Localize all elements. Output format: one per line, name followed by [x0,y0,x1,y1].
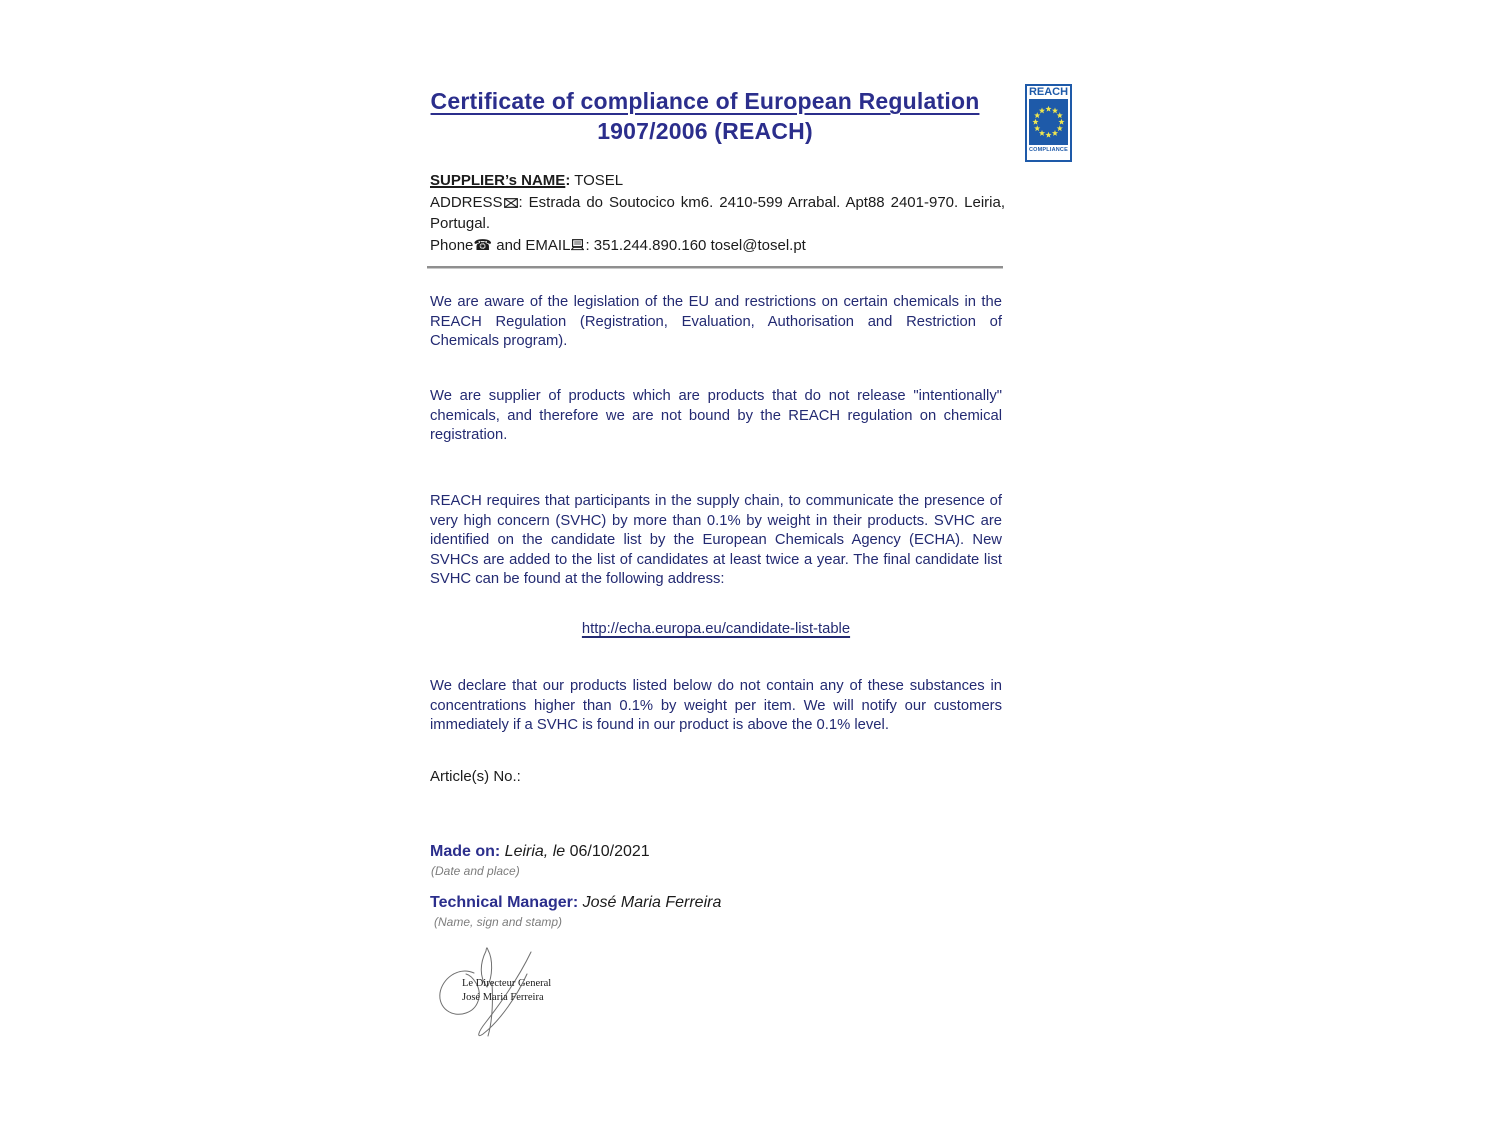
divider-line [427,266,1003,269]
address-label: ADDRESS [430,193,503,211]
phone-email-value: : 351.244.890.160 tosel@tosel.pt [585,236,806,254]
reach-logo-title: REACH [1028,86,1069,98]
supplier-phone-line [430,235,1005,257]
supplier-block [430,170,1005,256]
supplier-name-line [430,170,1005,192]
made-on-place: Leiria, le [504,843,566,860]
paragraph-supplier-statement: We are supplier of products which are products that do not release "intentionally" chemicals, and therefore we are not bound by the REACH regulation on chemical registration. [430,388,1002,443]
name-sign-stamp-caption: (Name, sign and stamp) [434,915,563,929]
technical-manager-line [430,894,721,912]
date-place-caption: (Date and place) [431,864,520,878]
articles-no-label: Article(s) No.: [430,768,521,785]
paragraph-reach-requirements: REACH requires that participants in the supply chain, to communicate the presence of very high concern (SVHC) by more than 0.1% by weight in their products. SVHC are identified on the candidate list by the European Chemicals Agency (ECHA). New SVHCs are added to the list of candidates at least twice a year. The final candidate list SVHC can be found at the following address: [430,493,1002,587]
phone-label: Phone [430,236,474,254]
technical-manager-label: Technical Manager: [430,894,579,911]
made-on-label: Made on: [430,843,501,860]
email-label: and EMAIL [496,236,571,254]
made-on-line [430,843,650,861]
candidate-list-link-line [430,620,1002,638]
technical-manager-name: José Maria Ferreira [582,894,722,911]
phone-icon: ☎ [473,236,493,254]
signature-area [430,945,590,1055]
stamp-title-text: Le Directeur General [462,978,552,989]
supplier-name-value: TOSEL [574,172,624,189]
made-on-date: 06/10/2021 [569,843,650,860]
candidate-list-link[interactable]: http://echa.europa.eu/candidate-list-table [581,621,851,637]
paragraph-declaration: We declare that our products listed below do not contain any of these substances in concentrations higher than 0.1% by weight per item. We will notify our customers immediately if a SVHC is found in our product is above the 0.1% level. [430,678,1002,733]
reach-compliance-logo [1025,84,1072,162]
stamp-name-text: José Maria Ferreira [462,992,544,1003]
eu-stars-icon [1029,99,1068,145]
supplier-name-colon: : [565,172,571,189]
reach-logo-compliance-label: COMPLIANCE [1029,147,1068,153]
document-title [430,86,980,146]
supplier-name-label: SUPPLIER’s NAME [430,172,566,189]
paragraph-awareness: We are aware of the legislation of the EU and restrictions on certain chemicals in the REACH Regulation (Registration, Evaluation, Authorisation and Restriction of Chemicals program). [430,294,1002,349]
computer-icon [571,239,584,251]
title-line-2: 1907/2006 (REACH) [597,118,813,144]
supplier-address-line [430,192,1005,235]
envelope-icon [504,198,518,208]
title-line-1: Certificate of compliance of European Regulation [430,88,980,114]
address-value: : Estrada do Soutocico km6. 2410-599 Arrabal. Apt88 2401-970. Leiria, Portugal. [430,193,1005,232]
